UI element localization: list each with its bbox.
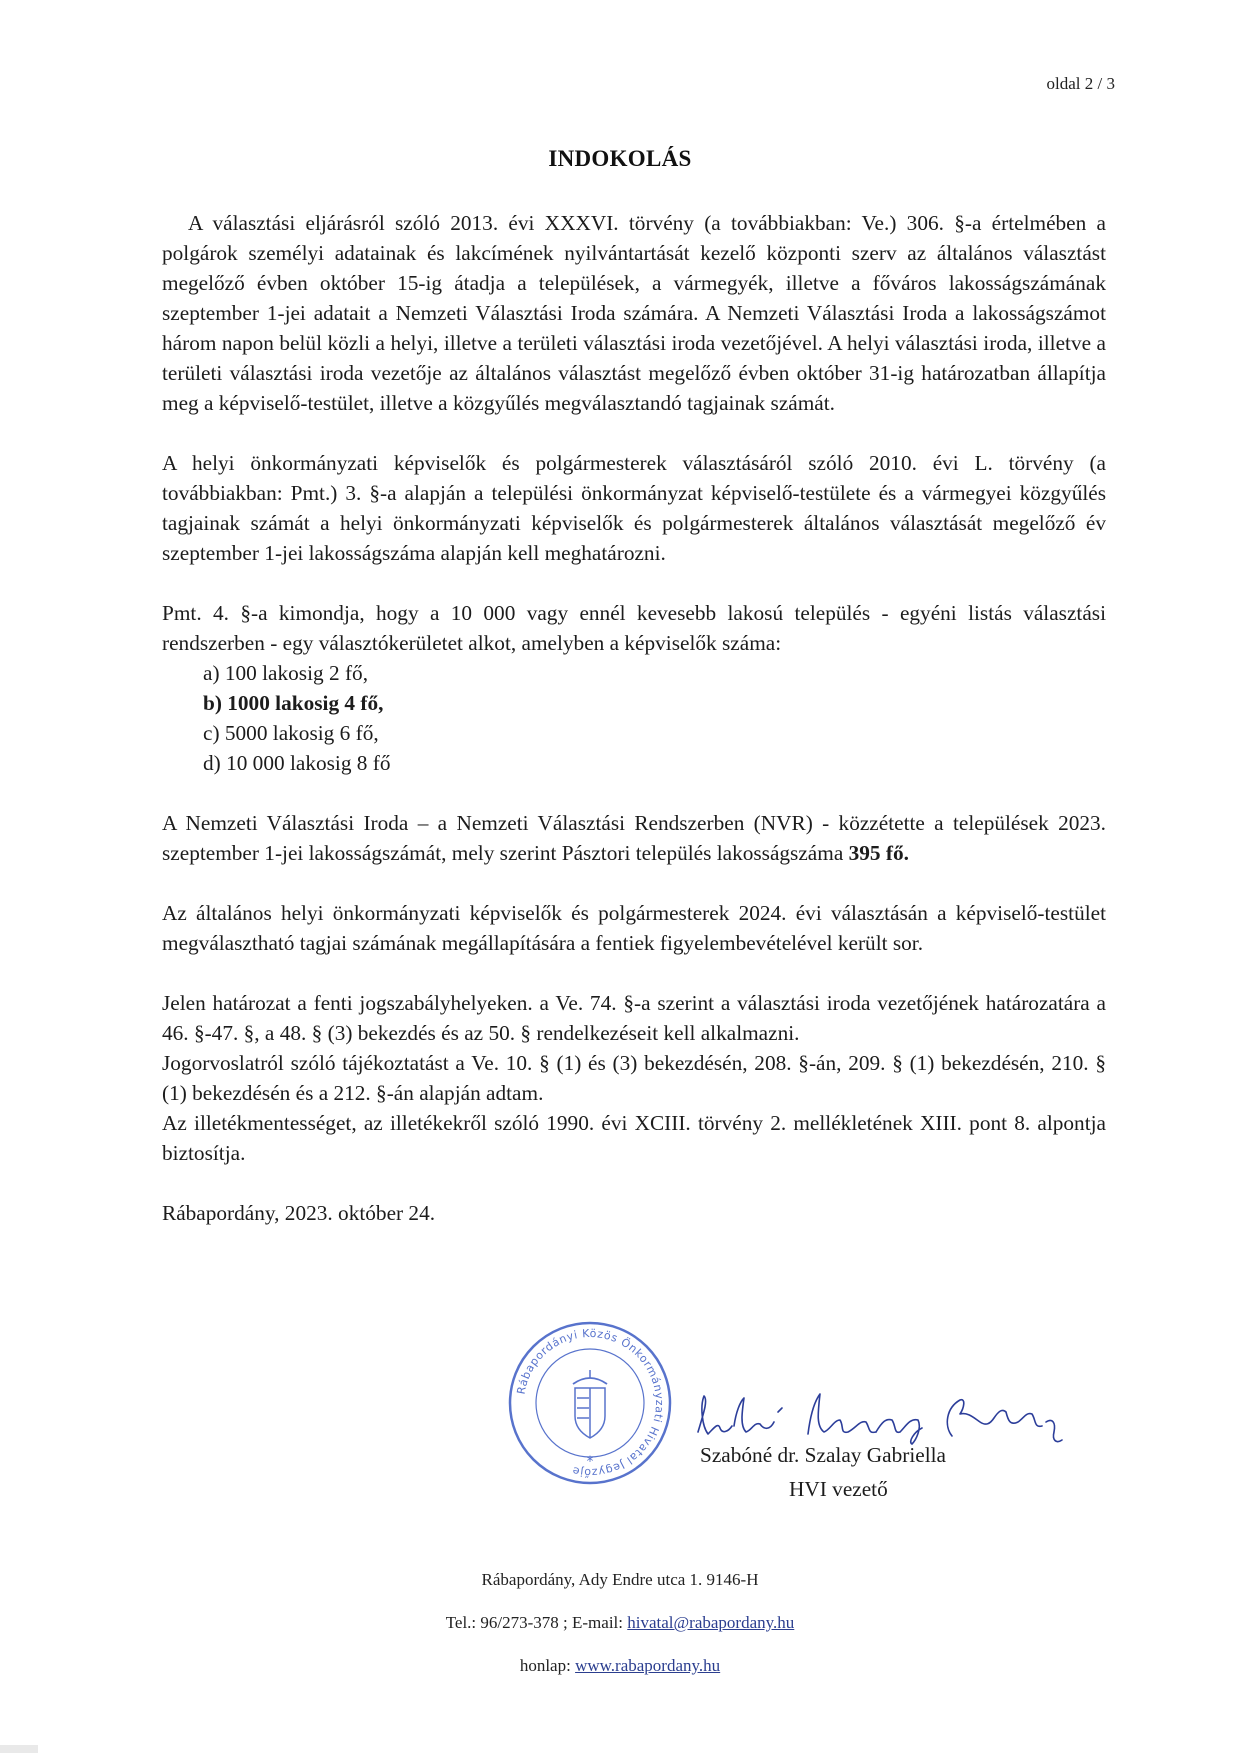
paragraph-pmt-basis: A helyi önkormányzati képviselők és polgármesterek választásáról szóló 2010. évi L. törvény (a továbbiakban: Pmt.) 3. §-a alapján a települési önkormányzat képviselő-testülete és a vármegyei közgyűlés tagjainak számát a helyi önkormányzati képviselők és polgármesterek általános választását megelőző év szeptember 1-jei lakosságszáma alapján kell meghatározni. [162, 451, 1106, 565]
stamp-text: Rábapordányi Közös Önkormányzati Hivatal Jegyzője [514, 1326, 667, 1480]
list-item-highlighted: b) 1000 lakosig 4 fő, [203, 691, 384, 715]
paragraph-pmt-4: Pmt. 4. §-a kimondja, hogy a 10 000 vagy ennél kevesebb lakosú település - egyéni listás választási rendszerben - egy választókerületet alkot, amelyben a képviselők száma: [162, 601, 1106, 655]
footer-tel: Tel.: 96/273-378 ; E-mail: [445, 1613, 628, 1632]
paragraph-population [162, 808, 1106, 868]
paragraph-determination: Az általános helyi önkormányzati képviselők és polgármesterek 2024. évi választásán a képviselő-testület megválasztható tagjai számának megállapítására a fentiek figyelembevételével került sor. [162, 901, 1106, 955]
email-link[interactable]: hivatal@rabapordany.hu [627, 1613, 795, 1632]
website-link[interactable]: www.rabapordany.hu [575, 1656, 721, 1675]
footer-contact [0, 1613, 1240, 1656]
population-text: A Nemzeti Választási Iroda – a Nemzeti Választási Rendszerben (NVR) - közzétette a települések 2023. szeptember 1-jei lakosságszámát, mely szerint Pásztori település lakosságszáma [162, 811, 1106, 865]
list-item: d) 10 000 lakosig 8 fő [203, 751, 391, 775]
place-and-date: Rábapordány, 2023. október 24. [162, 1201, 436, 1225]
official-stamp [505, 1318, 675, 1488]
footer-website [0, 1656, 1240, 1699]
paragraph-legal-reference: Jelen határozat a fenti jogszabályhelyeken. a Ve. 74. §-a szerint a választási iroda vezetőjének határozatára a 46. §-47. §, a 48. § (3) bekezdés és az 50. § rendelkezéseit kell alkalmazni. [162, 991, 1106, 1045]
letterhead-footer [0, 1570, 1240, 1699]
scan-edge-mark [0, 1745, 38, 1753]
list-item: c) 5000 lakosig 6 fő, [203, 721, 379, 745]
signer-role: HVI vezető [789, 1477, 888, 1501]
paragraph-fee-exemption: Az illetékmentességet, az illetékekről szóló 1990. évi XCIII. törvény 2. mellékletének XIII. pont 8. alpontja biztosítja. [162, 1111, 1106, 1165]
representatives-list [162, 658, 1106, 778]
paragraph-legal-basis: A választási eljárásról szóló 2013. évi XXXVI. törvény (a továbbiakban: Ve.) 306. §-a értelmében a polgárok személyi adatainak és lakcímének nyilvántartását kezelő központi szerv az általános választást megelőző évben október 15-ig átadja a települések, a vármegyék, illetve a főváros lakosságszámának szeptember 1-jei adatait a Nemzeti Választási Iroda számára. A Nemzeti Választási Iroda a lakosságszámot három napon belül közli a helyi, illetve a területi választási iroda vezetőjével. A helyi választási iroda, illetve a területi választási iroda vezetője az általános választást megelőző évben október 31-ig határozatban állapítja meg a képviselő-testület, illetve a közgyűlés megválasztandó tagjainak számát. [162, 211, 1106, 415]
signer-name: Szabóné dr. Szalay Gabriella [700, 1443, 947, 1467]
page-number: oldal 2 / 3 [1046, 74, 1115, 93]
footer-address: Rábapordány, Ady Endre utca 1. 9146-H [481, 1570, 759, 1589]
population-value: 395 fő. [848, 841, 909, 865]
document-title: INDOKOLÁS [548, 146, 692, 171]
list-item: a) 100 lakosig 2 fő, [203, 661, 369, 685]
footer-web-label: honlap: [519, 1656, 576, 1675]
paragraph-remedy: Jogorvoslatról szóló tájékoztatást a Ve. 10. § (1) és (3) bekezdésén, 208. §-án, 209. § (1) bekezdésén, 210. § (1) bekezdésén és a 212. §-án alapján adtam. [162, 1051, 1106, 1105]
svg-text:*: * [586, 1454, 594, 1470]
coat-of-arms-icon [573, 1370, 607, 1438]
document-body [162, 208, 1106, 1228]
